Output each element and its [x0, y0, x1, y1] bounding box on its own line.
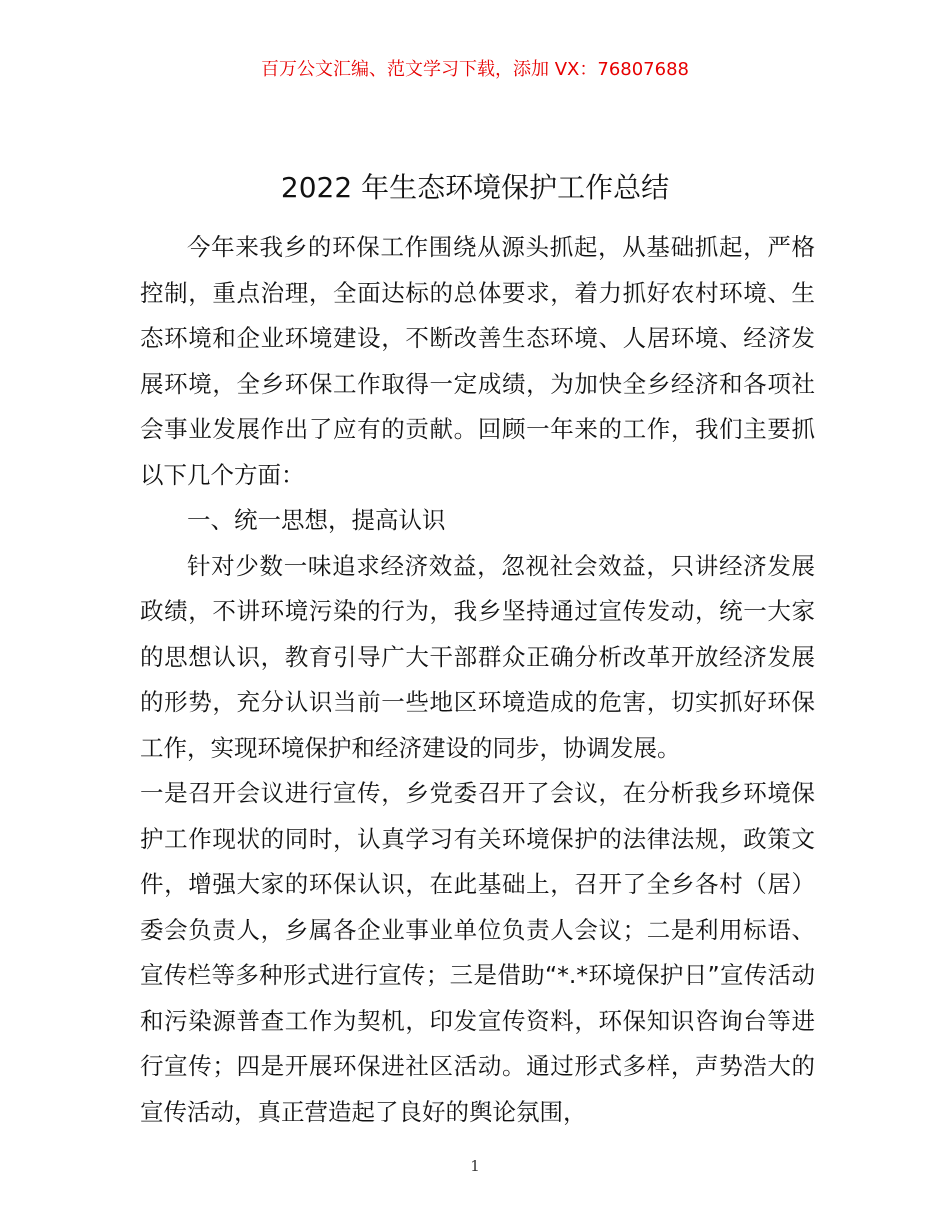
paragraph-section-1: 针对少数一味追求经济效益，忽视社会效益，只讲经济发展政绩，不讲环境污染的行为，我乡坚持通过宣传发动，统一大家的思想认识，教育引导广大干部群众正确分析改革开放经济发展的形势，充分认识当前一些地区环境造成的危害，切实抓好环保工作，实现环境保护和经济建设的同步，协调发展。 — [140, 551, 815, 762]
paragraph-section-1-continued: 一是召开会议进行宣传，乡党委召开了会议，在分析我乡环境保护工作现状的同时，认真学习有关环境保护的法律法规，政策文件，增强大家的环保认识，在此基础上，召开了全乡各村（居）委会负责人，乡属各企业事业单位负责人会议；二是利用标语、宣传栏等多种形式进行宣传；三是借助“*.*环境保护日”宣传活动和污染源普查工作为契机，印发宣传资料，环保知识咨询台等进行宣传；四是开展环保进社区活动。通过形式多样，声势浩大的宣传活动，真正营造起了良好的舆论氛围， — [140, 779, 815, 1126]
section-heading-1: 一、统一思想，提高认识 — [187, 506, 446, 534]
document-title: 2022 年生态环境保护工作总结 — [280, 171, 670, 204]
page-number: 1 — [470, 1157, 480, 1175]
paragraph-intro: 今年来我乡的环保工作围绕从源头抓起，从基础抓起，严格控制，重点治理，全面达标的总体要求，着力抓好农村环境、生态环境和企业环境建设，不断改善生态环境、人居环境、经济发展环境，全乡环保工作取得一定成绩，为加快全乡经济和各项社会事业发展作出了应有的贡献。回顾一年来的工作，我们主要抓以下几个方面： — [140, 233, 815, 489]
header-watermark-text: 百万公文汇编、范文学习下载，添加 VX：76807688 — [261, 59, 689, 80]
document-body — [140, 225, 815, 1135]
